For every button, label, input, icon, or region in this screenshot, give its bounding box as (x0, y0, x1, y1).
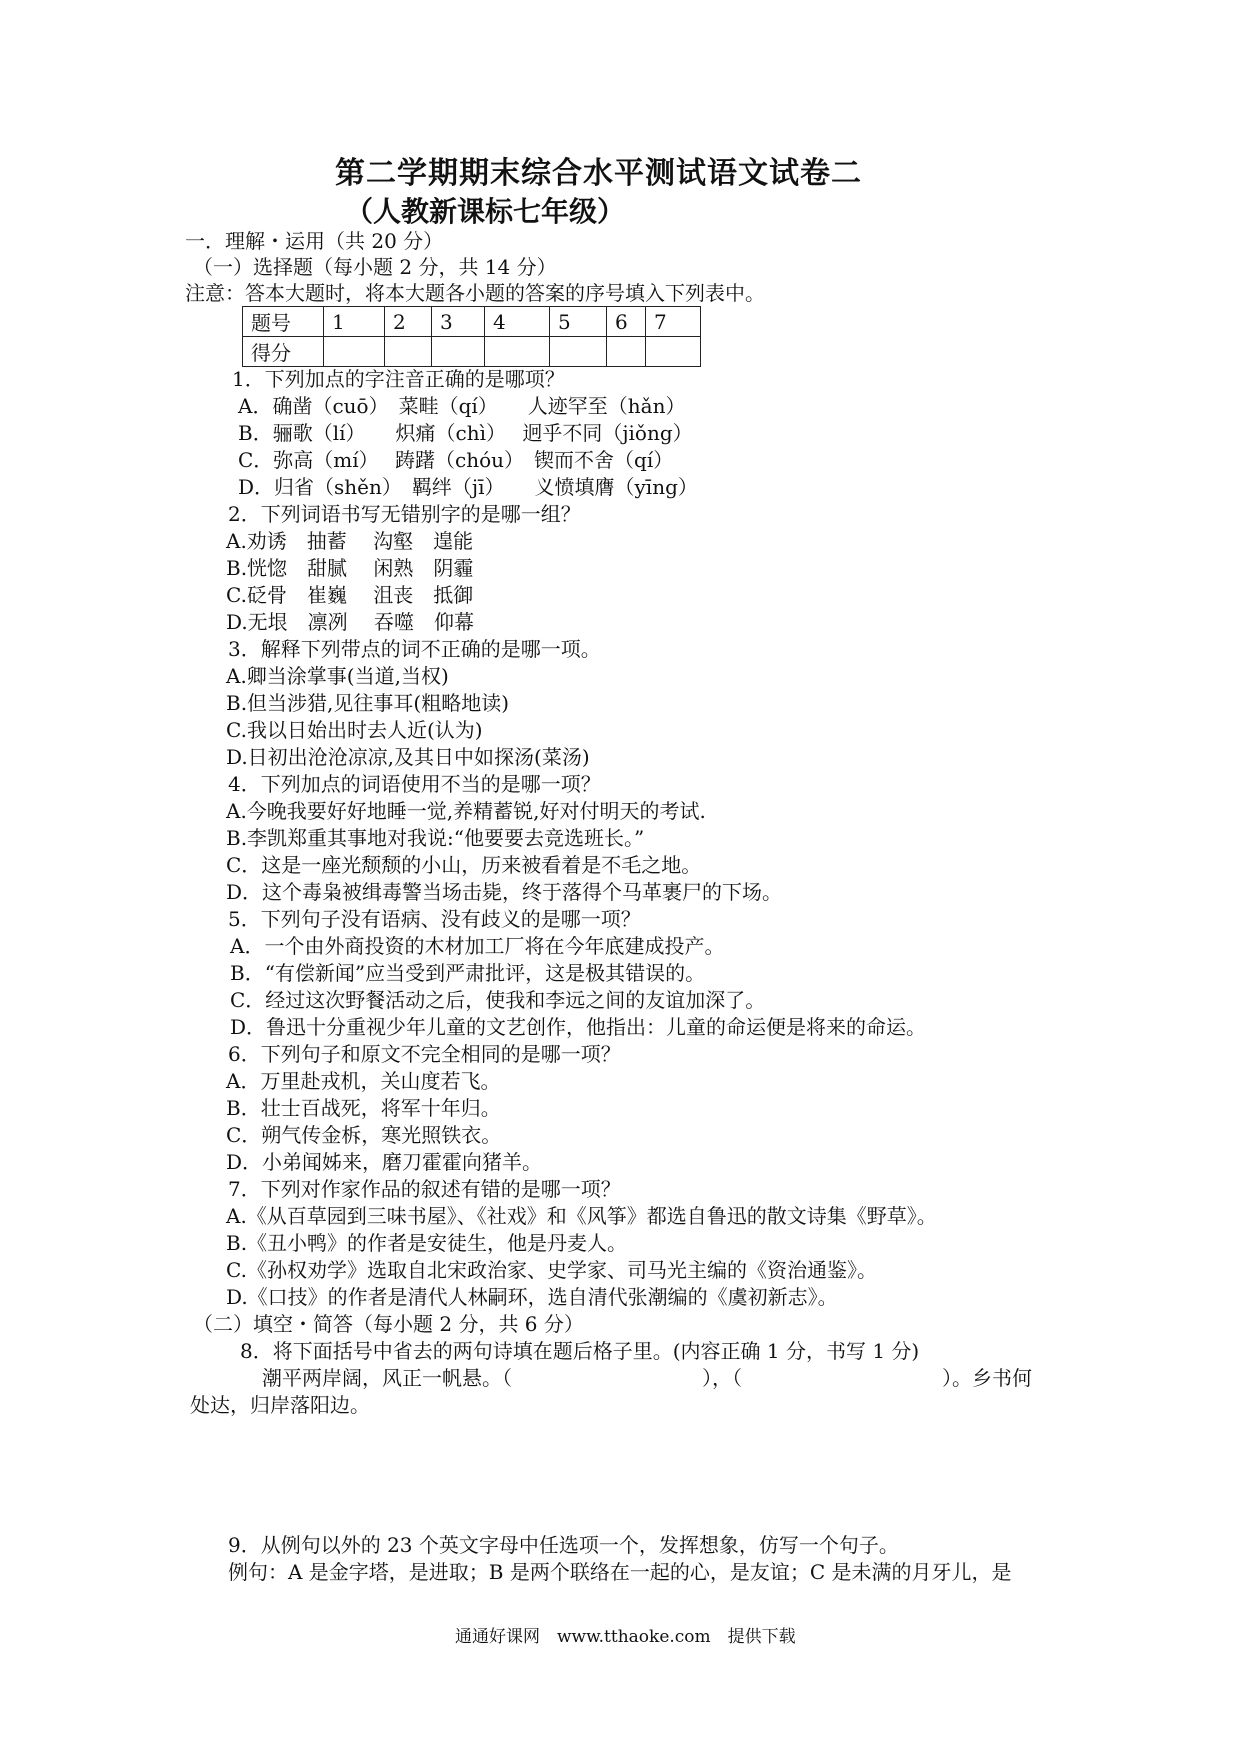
table-cell (550, 337, 607, 367)
question-option: A.劝诱 抽蓄 沟壑 遑能 (226, 529, 474, 553)
question-stem: 3．解释下列带点的词不正确的是哪一项。 (228, 637, 601, 661)
question-option: B．壮士百战死，将军十年归。 (226, 1096, 501, 1120)
question-option: A.卿当涂掌事(当道,当权) (226, 664, 449, 688)
table-cell: 5 (550, 307, 607, 337)
question-option: D.日初出沧沧凉凉,及其日中如探汤(菜汤) (226, 745, 590, 769)
question-option: B.李凯郑重其事地对我说:“他要要去竞选班长。” (226, 826, 645, 850)
table-row (243, 307, 701, 337)
question-stem: 7．下列对作家作品的叙述有错的是哪一项？ (228, 1177, 621, 1201)
question-option: C.砭骨 崔巍 沮丧 抵御 (226, 583, 474, 607)
poem-continuation: 处达，归岸落阳边。 (190, 1393, 370, 1417)
question-option: A．万里赴戎机，关山度若飞。 (226, 1069, 501, 1093)
table-row (243, 337, 701, 367)
question-option: D．小弟闻姊来，磨刀霍霍向猪羊。 (226, 1150, 543, 1174)
question-option: D．归省（shěn） 羁绊（jī） 义愤填膺（yīng） (238, 475, 698, 499)
question-option: A．确凿（cuō） 菜畦（qí） 人迹罕至（hǎn） (238, 394, 686, 418)
question-option: A.今晚我要好好地睡一觉,养精蓄锐,好对付明天的考试. (226, 799, 706, 823)
table-cell: 6 (607, 307, 646, 337)
table-cell (485, 337, 550, 367)
question-option: C．弥高（mí） 踌躇（chóu） 锲而不舍（qí） (238, 448, 674, 472)
question-option: B．骊歌（lí） 炽痛（chì） 迥乎不同（jiǒng） (238, 421, 693, 445)
question-option: C．朔气传金柝，寒光照铁衣。 (226, 1123, 502, 1147)
part-heading: （二）填空・简答（每小题 2 分，共 6 分） (193, 1312, 584, 1336)
page-subtitle: （人教新课标七年级） (345, 195, 626, 228)
question-option: C．经过这次野餐活动之后，使我和李远之间的友谊加深了。 (230, 988, 766, 1012)
question-stem: 5．下列句子没有语病、没有歧义的是哪一项？ (228, 907, 641, 931)
question-stem: 2．下列词语书写无错别字的是哪一组？ (228, 502, 581, 526)
table-cell: 得分 (243, 337, 324, 367)
question-option: B．“有偿新闻”应当受到严肃批评，这是极其错误的。 (230, 961, 706, 985)
table-cell (646, 337, 701, 367)
table-cell: 2 (385, 307, 432, 337)
answer-table (242, 306, 701, 367)
table-cell: 题号 (243, 307, 324, 337)
question-option: A．一个由外商投资的木材加工厂将在今年底建成投产。 (230, 934, 725, 958)
question-option: D．这个毒枭被缉毒警当场击毙，终于落得个马革裹尸的下场。 (226, 880, 783, 904)
section-heading: 一．理解・运用（共 20 分） (185, 229, 444, 253)
table-cell: 4 (485, 307, 550, 337)
table-cell (432, 337, 485, 367)
question-option: D.无垠 凛冽 吞噬 仰幕 (226, 610, 475, 634)
table-cell: 7 (646, 307, 701, 337)
table-cell (324, 337, 385, 367)
example-sentence: 例句：A 是金字塔，是进取；B 是两个联络在一起的心，是友谊；C 是未满的月牙儿，是 (228, 1560, 1012, 1584)
part-heading: （一）选择题（每小题 2 分，共 14 分） (193, 255, 557, 279)
poem-text: 潮平两岸阔，风正一帆悬。（ (262, 1366, 512, 1390)
question-option: C.《孙权劝学》选取自北宋政治家、史学家、司马光主编的《资治通鉴》。 (226, 1258, 877, 1282)
question-option: B.恍惚 甜腻 闲熟 阴霾 (226, 556, 474, 580)
question-option: D.《口技》的作者是清代人林嗣环，选自清代张潮编的《虞初新志》。 (226, 1285, 838, 1309)
page-title: 第二学期期末综合水平测试语文试卷二 (335, 156, 862, 191)
question-option: B.但当涉猎,见往事耳(粗略地读) (226, 691, 510, 715)
question-stem: 4．下列加点的词语使用不当的是哪一项？ (228, 772, 601, 796)
question-stem: 1．下列加点的字注音正确的是哪项？ (232, 367, 565, 391)
fill-blank-line (262, 1365, 1032, 1391)
question-stem: 9．从例句以外的 23 个英文字母中任选项一个，发挥想象，仿写一个句子。 (228, 1533, 899, 1557)
question-option: B.《丑小鸭》的作者是安徒生，他是丹麦人。 (226, 1231, 628, 1255)
instruction-note: 注意：答本大题时，将本大题各小题的答案的序号填入下列表中。 (185, 281, 765, 305)
table-cell: 1 (324, 307, 385, 337)
question-option: D．鲁迅十分重视少年儿童的文艺创作，他指出：儿童的命运便是将来的命运。 (230, 1015, 927, 1039)
question-stem: 6．下列句子和原文不完全相同的是哪一项？ (228, 1042, 621, 1066)
table-cell (385, 337, 432, 367)
question-option: C.我以日始出时去人近(认为) (226, 718, 483, 742)
question-option: A.《从百草园到三味书屋》、《社戏》和《风筝》都选自鲁迅的散文诗集《野草》。 (226, 1204, 937, 1228)
poem-text: ）。乡书何 (942, 1366, 1032, 1390)
question-stem: 8．将下面括号中省去的两句诗填在题后格子里。(内容正确 1 分，书写 1 分) (240, 1339, 920, 1363)
table-cell: 3 (432, 307, 485, 337)
footer-credit: 通通好课网 www.tthaoke.com 提供下载 (455, 1627, 796, 1647)
table-cell (607, 337, 646, 367)
poem-text: ），（ (702, 1366, 742, 1390)
question-option: C．这是一座光颓颓的小山，历来被看着是不毛之地。 (226, 853, 702, 877)
